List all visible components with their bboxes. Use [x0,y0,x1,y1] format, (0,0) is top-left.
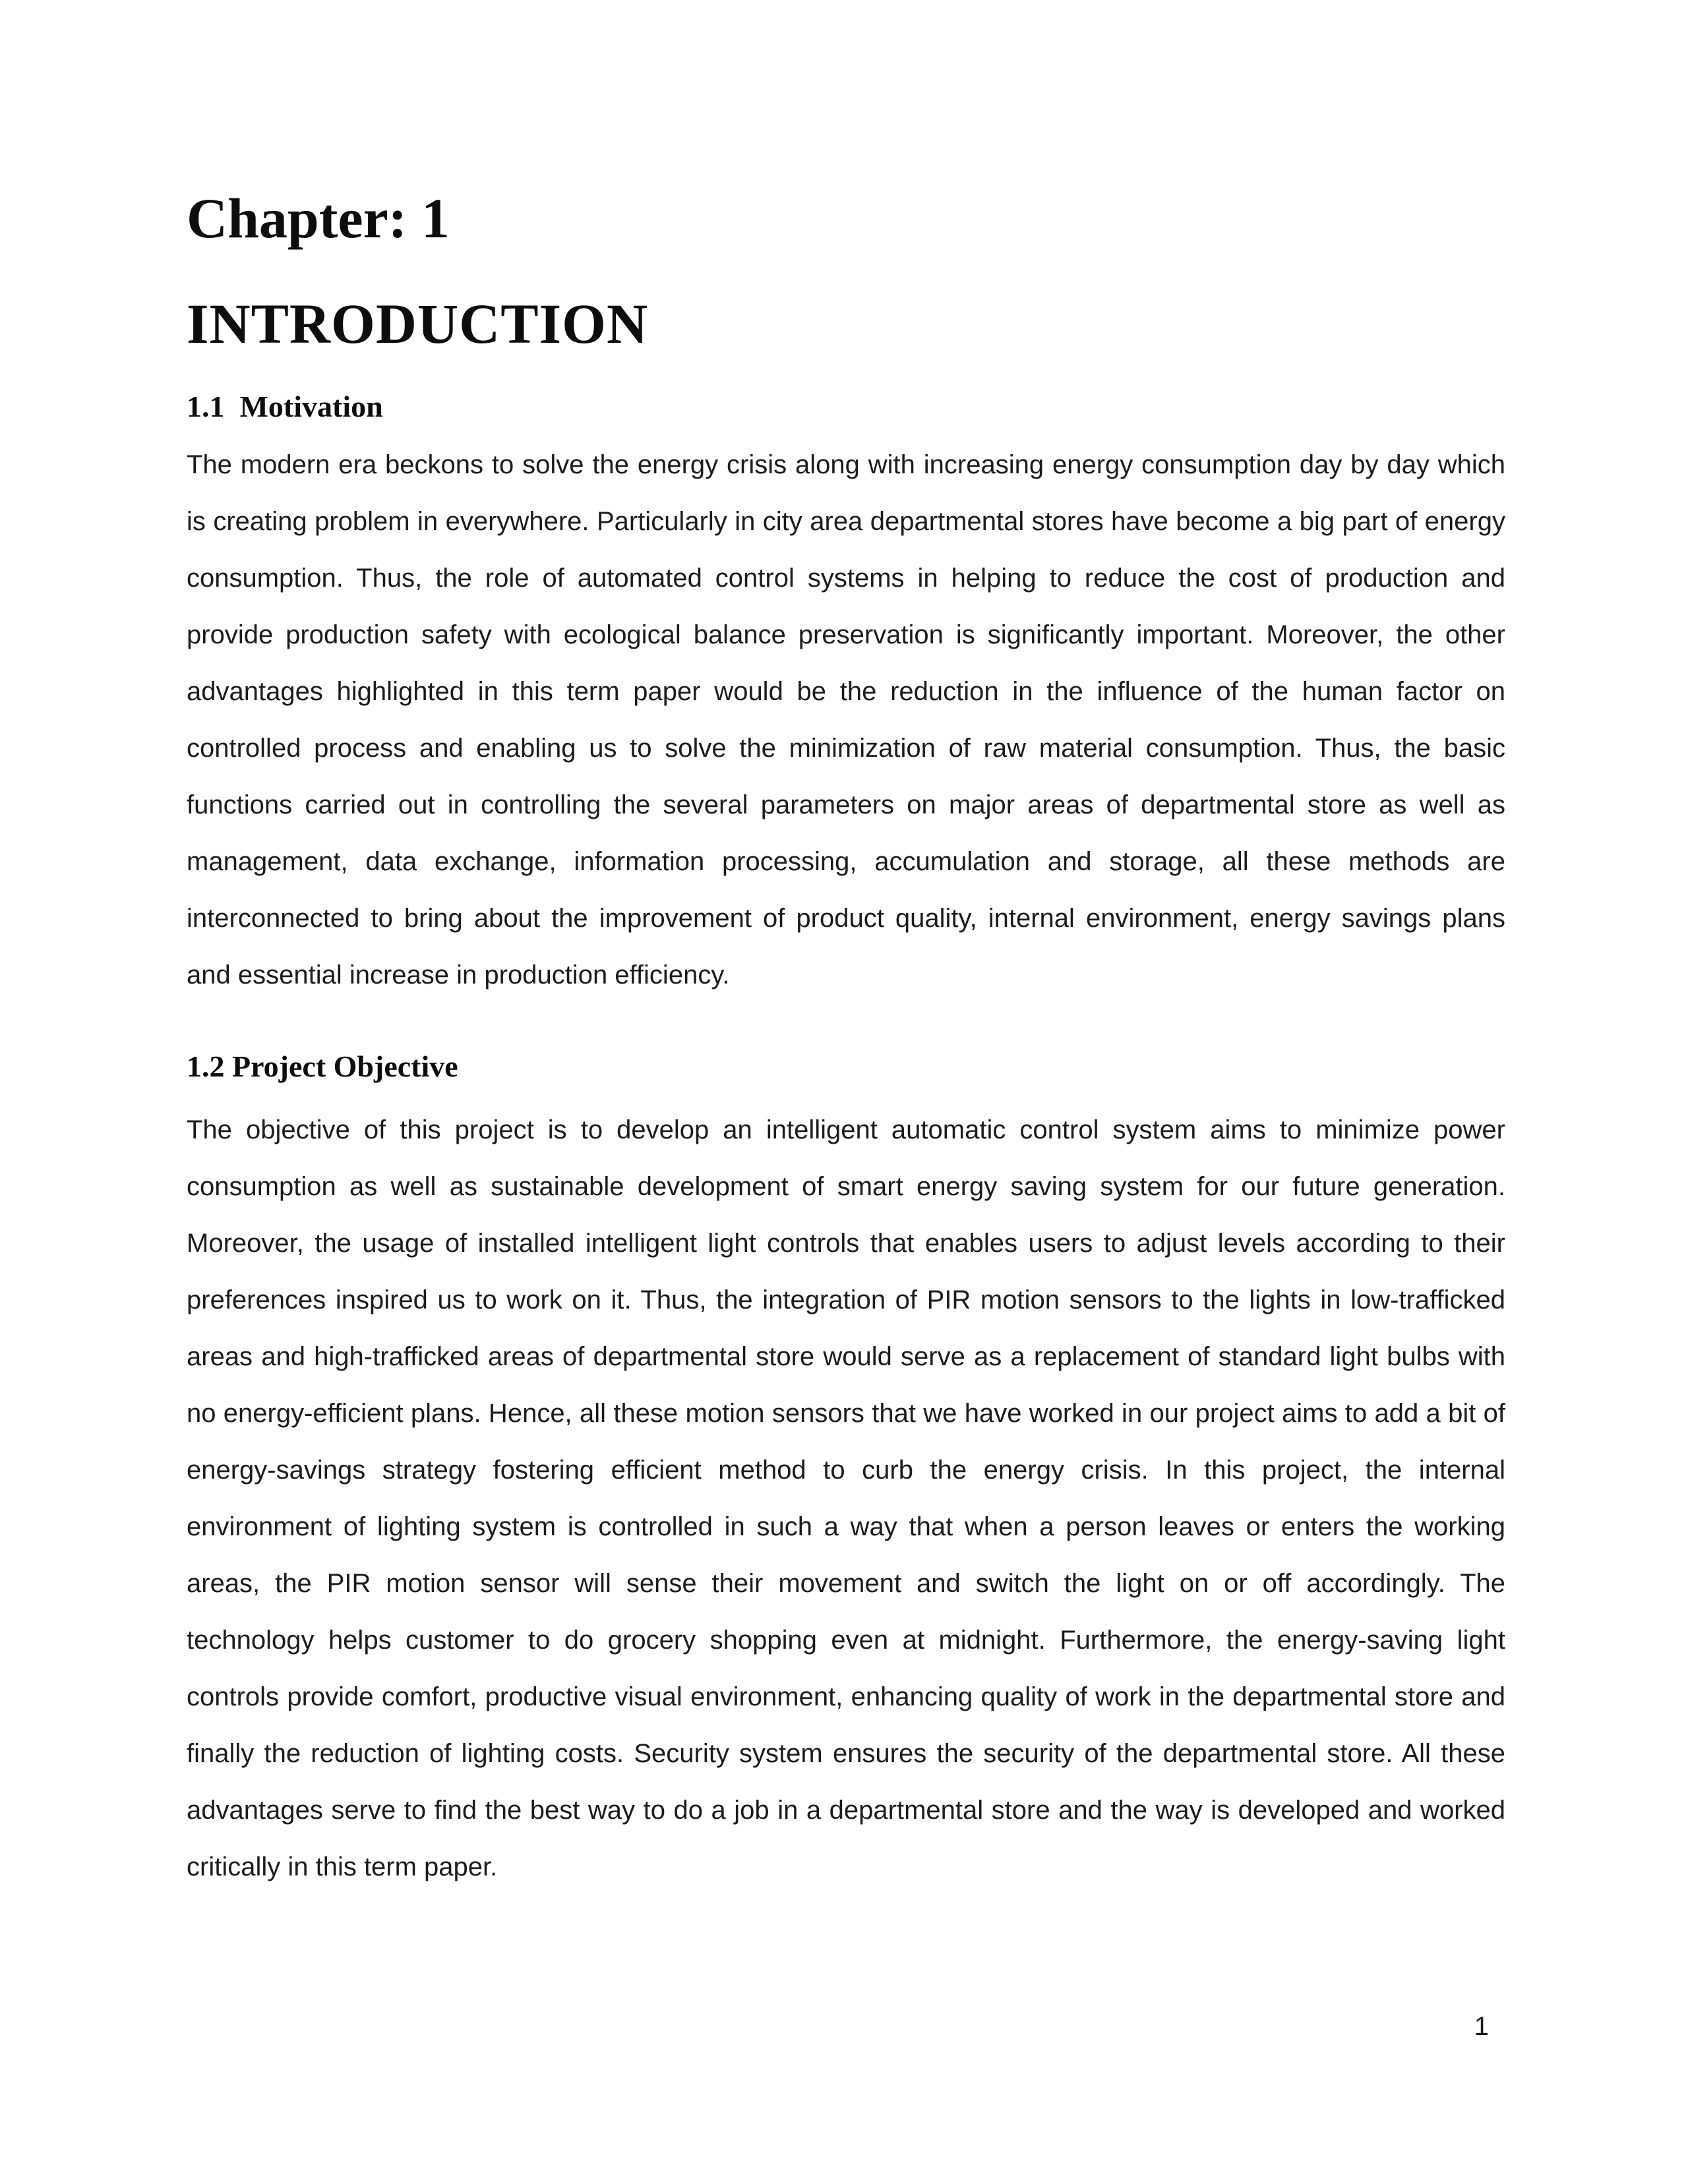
chapter-label: Chapter: 1 [187,187,450,250]
section-body-motivation: The modern era beckons to solve the energy crisis along with increasing energy consumption day by day which is creating problem in everywhere. Particularly in city area departmental stores have become a big part of energy consumption. Thus, the role of automated control systems in helping to reduce the cost of production and provide production safety with ecological balance preservation is significantly important. Moreover, the other advantages highlighted in this term paper would be the reduction in the influence of the human factor on controlled process and enabling us to solve the minimization of raw material consumption. Thus, the basic functions carried out in controlling the several parameters on major areas of departmental store as well as management, data exchange, information processing, accumulation and storage, all these methods are interconnected to bring about the improvement of product quality, internal environment, energy savings plans and essential increase in production efficiency. [187,450,1505,990]
section-heading-project-objective: 1.2 Project Objective [187,1049,458,1084]
section-body-project-objective: The objective of this project is to develop an intelligent automatic control system aims to minimize power consumption as well as sustainable development of smart energy saving system for our future generation. Moreover, the usage of installed intelligent light controls that enables users to adjust levels according to their preferences inspired us to work on it. Thus, the integration of PIR motion sensors to the lights in low-trafficked areas and high-trafficked areas of departmental store would serve as a replacement of standard light bulbs with no energy-efficient plans. Hence, all these motion sensors that we have worked in our project aims to add a bit of energy-savings strategy fostering efficient method to curb the energy crisis. In this project, the internal environment of lighting system is controlled in such a way that when a person leaves or enters the working areas, the PIR motion sensor will sense their movement and switch the light on or off accordingly. The technology helps customer to do grocery shopping even at midnight. Furthermore, the energy-saving light controls provide comfort, productive visual environment, enhancing quality of work in the departmental store and finally the reduction of lighting costs. Security system ensures the security of the departmental store. All these advantages serve to find the best way to do a job in a departmental store and the way is developed and worked critically in this term paper. [187,1115,1505,1882]
page-content [187,185,1505,1895]
chapter-title: INTRODUCTION [187,292,649,356]
page-number: 1 [1474,2012,1489,2041]
section-heading-motivation: 1.1 Motivation [187,390,383,424]
